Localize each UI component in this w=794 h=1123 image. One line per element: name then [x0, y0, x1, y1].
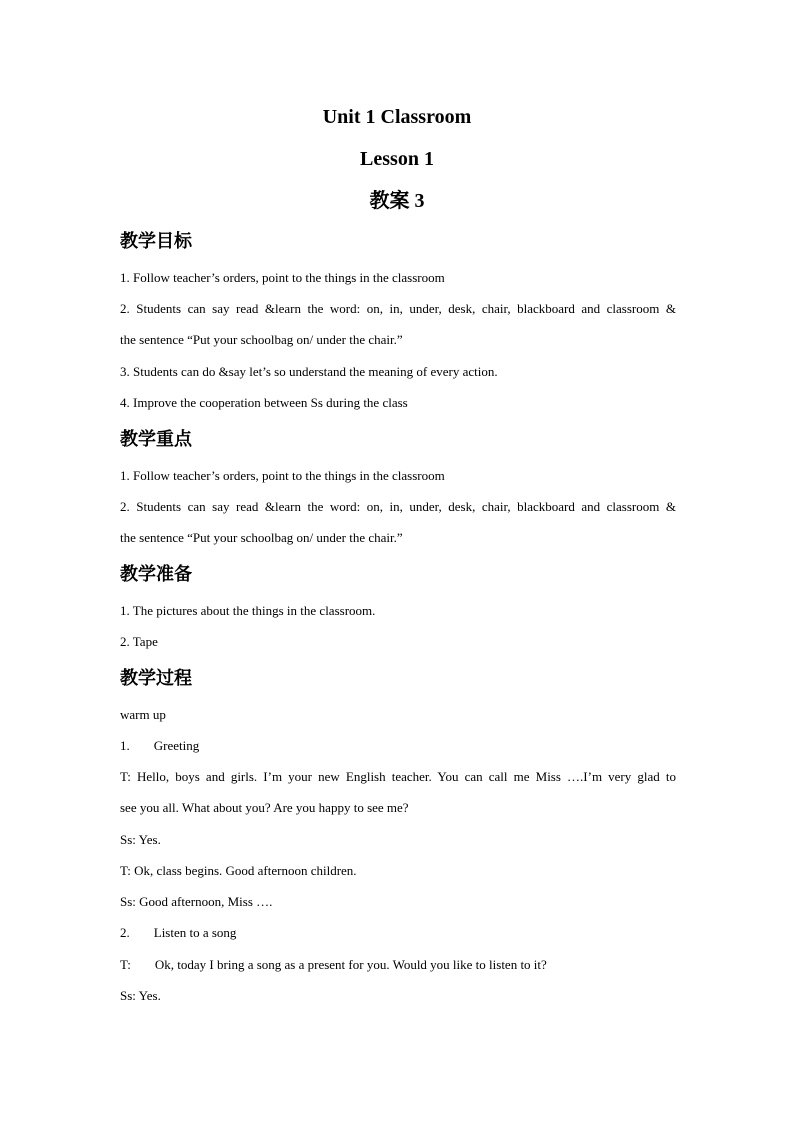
process-heading: 教学过程	[120, 668, 192, 689]
speaker-label: T:	[120, 957, 131, 972]
step-greeting	[120, 738, 676, 754]
step-number: 2.	[120, 925, 130, 940]
key-point-item: 1. Follow teacher’s orders, point to the things in the classroom	[120, 468, 445, 483]
dialogue-line: Ss: Good afternoon, Miss ….	[120, 894, 273, 909]
objective-item: the sentence “Put your schoolbag on/ under the chair.”	[120, 332, 403, 347]
dialogue-line: Ss: Yes.	[120, 988, 161, 1003]
objective-item: 1. Follow teacher’s orders, point to the things in the classroom	[120, 270, 445, 285]
dialogue-text: Ok, today I bring a song as a present for you. Would you like to listen to it?	[154, 957, 547, 972]
dialogue-line	[120, 957, 676, 973]
warm-up-label: warm up	[120, 707, 166, 722]
dialogue-line: see you all. What about you? Are you happy to see me?	[120, 800, 409, 815]
step-label: Greeting	[153, 738, 200, 753]
lesson-title: Lesson 1	[360, 148, 434, 170]
unit-title: Unit 1 Classroom	[322, 106, 472, 128]
key-point-item: 2. Students can say read &learn the word: on, in, under, desk, chair, blackboard and classroom &	[120, 499, 676, 514]
step-listen-song	[120, 925, 676, 941]
objectives-heading: 教学目标	[120, 231, 192, 252]
preparation-item: 1. The pictures about the things in the classroom.	[120, 603, 376, 618]
objective-item: 3. Students can do &say let’s so understand the meaning of every action.	[120, 364, 498, 379]
preparation-heading: 教学准备	[120, 564, 192, 585]
key-point-item: the sentence “Put your schoolbag on/ under the chair.”	[120, 530, 403, 545]
objective-item: 2. Students can say read &learn the word: on, in, under, desk, chair, blackboard and classroom &	[120, 301, 676, 316]
dialogue-line: Ss: Yes.	[120, 832, 161, 847]
preparation-item: 2. Tape	[120, 634, 158, 649]
key-points-heading: 教学重点	[120, 429, 192, 450]
dialogue-line: T: Hello, boys and girls. I’m your new English teacher. You can call me Miss ….I’m very glad to	[120, 769, 676, 784]
step-label: Listen to a song	[153, 925, 237, 940]
step-number: 1.	[120, 738, 130, 753]
objective-item: 4. Improve the cooperation between Ss during the class	[120, 395, 408, 410]
dialogue-line: T: Ok, class begins. Good afternoon children.	[120, 863, 357, 878]
plan-title: 教案 3	[369, 190, 425, 212]
